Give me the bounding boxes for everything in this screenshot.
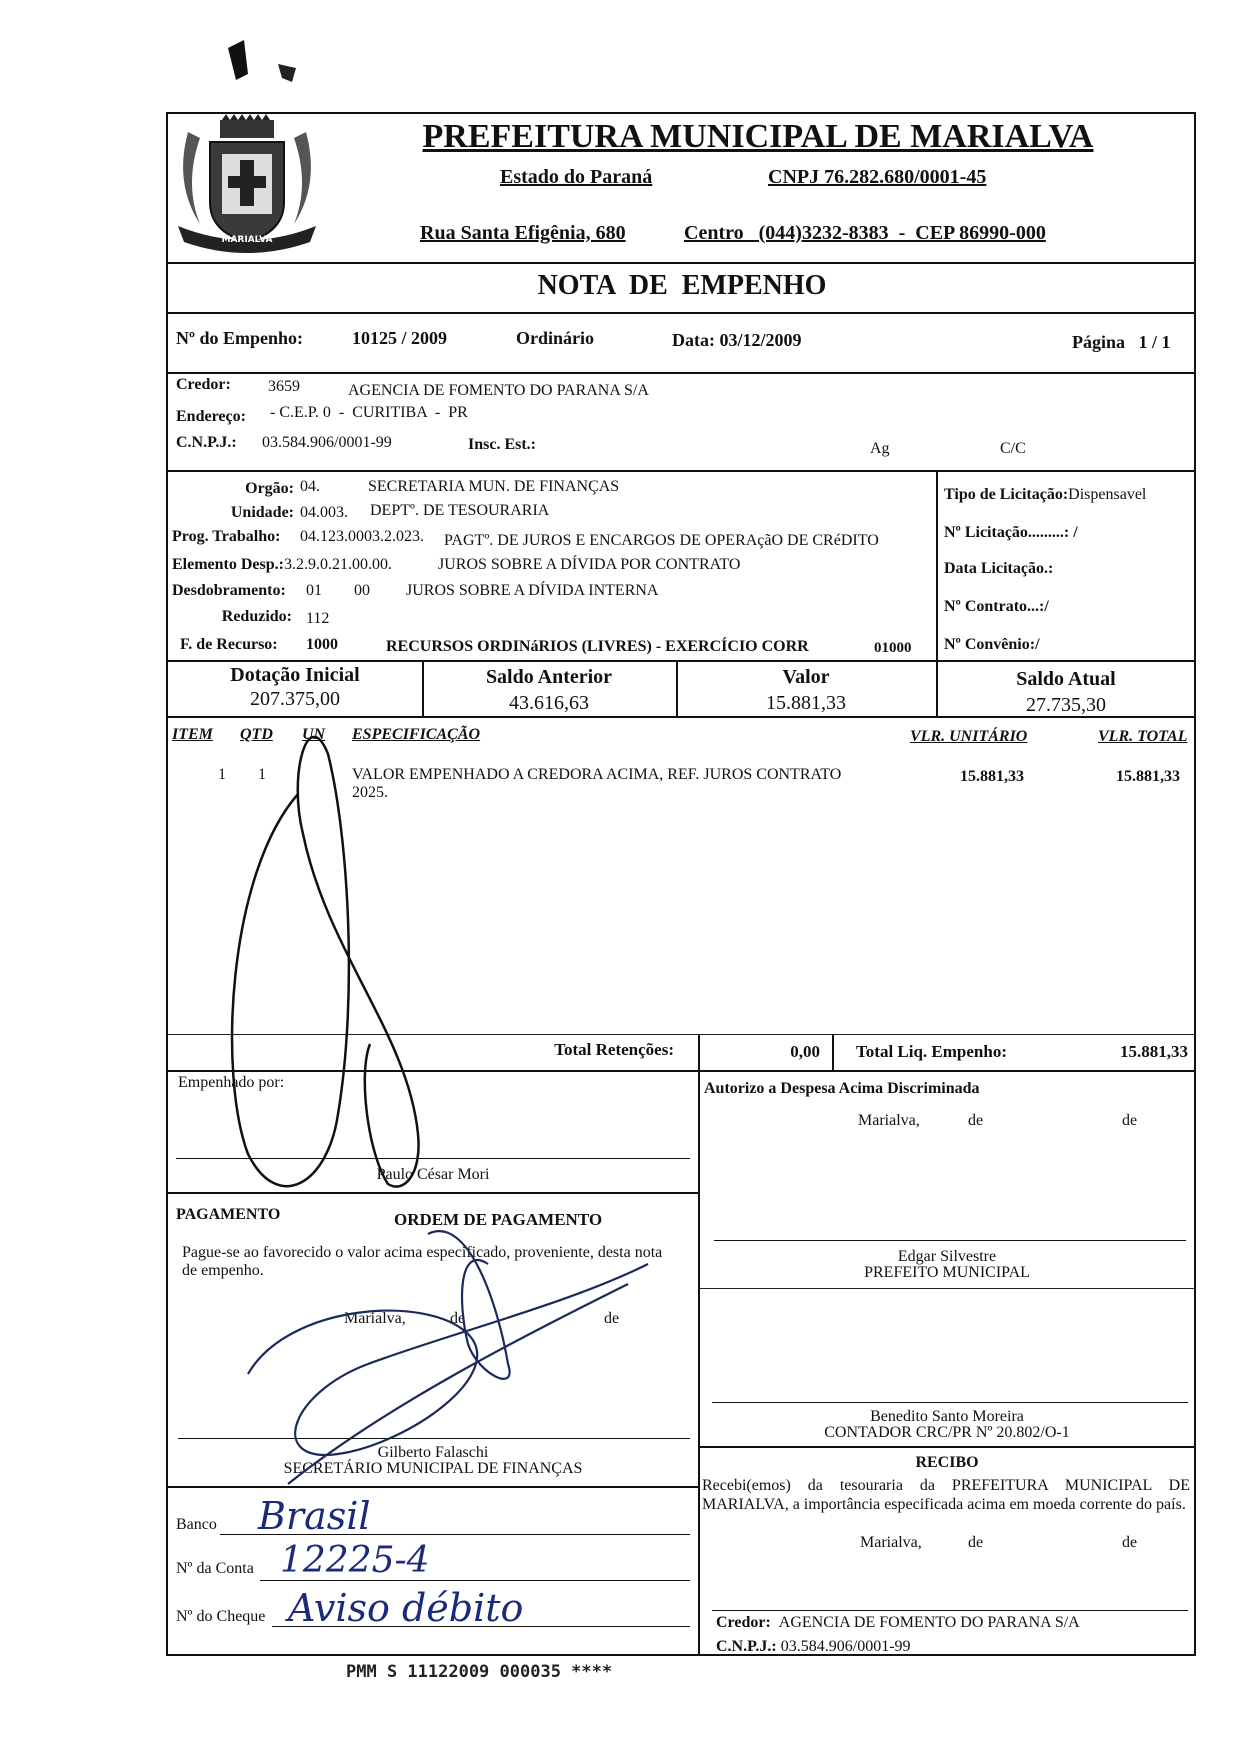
- footer-stamp: PMM S 11122009 000035 ****: [346, 1662, 613, 1682]
- secretario-role: SECRETÁRIO MUNICIPAL DE FINANÇAS: [283, 1460, 583, 1477]
- saldo-anterior-value: 43.616,63: [509, 692, 589, 714]
- saldo-atual-label: Saldo Atual: [1016, 668, 1116, 690]
- header-cnpj: CNPJ 76.282.680/0001-45: [768, 166, 987, 188]
- valor-label: Valor: [782, 666, 830, 688]
- banco-label: Banco: [176, 1516, 217, 1533]
- unidade-code: 04.003.: [300, 504, 348, 521]
- row-desc: VALOR EMPENHADO A CREDORA ACIMA, REF. JUROS CONTRATO: [352, 766, 842, 783]
- desdobramento-code2: 00: [354, 582, 370, 599]
- total-liq-empenho-value: 15.881,33: [1120, 1042, 1188, 1061]
- header-title: PREFEITURA MUNICIPAL DE MARIALVA: [422, 118, 1094, 155]
- cc-label: C/C: [1000, 440, 1026, 457]
- header-address: Centro (044)3232-8383 - CEP 86990-000: [684, 222, 1046, 244]
- row-vlr-unitario: 15.881,33: [960, 768, 1024, 785]
- pagamento-city: Marialva,: [344, 1310, 406, 1327]
- saldo-atual-value: 27.735,30: [1026, 694, 1106, 716]
- pagamento-label: PAGAMENTO: [176, 1206, 281, 1223]
- signature-falaschi: [228, 1224, 658, 1504]
- dotacao-inicial-value: 207.375,00: [250, 688, 340, 710]
- numero-convenio: Nº Convênio:/: [944, 636, 1040, 653]
- pagamento-de2: de: [604, 1310, 620, 1327]
- elemento-desp-name: JUROS SOBRE A DÍVIDA POR CONTRATO: [438, 556, 741, 573]
- recibo-cnpj: C.N.P.J.: 03.584.906/0001-99: [716, 1638, 911, 1655]
- pagamento-de1: de: [450, 1310, 466, 1327]
- cnpj-value: 03.584.906/0001-99: [262, 434, 392, 451]
- credor-label: Credor:: [176, 376, 231, 393]
- row-item: 1: [218, 766, 226, 783]
- prog-trabalho-name: PAGTº. DE JUROS E ENCARGOS DE OPERAçãO DE CRéDITO: [444, 532, 879, 549]
- empenhado-por-label: Empenhado por:: [178, 1074, 285, 1091]
- conta-label: Nº da Conta: [176, 1560, 254, 1577]
- tipo-licitacao: Tipo de Licitação:Dispensavel: [944, 486, 1147, 503]
- total-retencoes-value: 0,00: [790, 1042, 820, 1061]
- contador-name: Benedito Santo Moreira: [870, 1408, 1024, 1425]
- col-header-especificacao: ESPECIFICAÇÃO: [352, 726, 481, 743]
- coat-of-arms-icon: [170, 114, 320, 264]
- scan-mark: [222, 28, 322, 98]
- credor-code: 3659: [268, 378, 300, 395]
- recibo-de1: de: [968, 1534, 984, 1551]
- reduzido-value: 112: [306, 610, 330, 627]
- credor-name: AGENCIA DE FOMENTO DO PARANA S/A: [348, 382, 649, 399]
- autorizo-de1: de: [968, 1112, 984, 1129]
- ag-label: Ag: [870, 440, 890, 457]
- autorizo-city: Marialva,: [858, 1112, 920, 1129]
- header-street: Rua Santa Efigênia, 680: [420, 222, 626, 244]
- ordem-pagamento-title: ORDEM DE PAGAMENTO: [394, 1210, 603, 1229]
- empenho-number: 10125 / 2009: [352, 328, 448, 348]
- fonte-recurso-sub: 01000: [874, 640, 912, 656]
- empenho-date: Data: 03/12/2009: [672, 330, 802, 350]
- prog-trabalho-code: 04.123.0003.2.023.: [300, 528, 424, 545]
- endereco-value: - C.E.P. 0 - CURITIBA - PR: [270, 404, 468, 421]
- autorizo-title: Autorizo a Despesa Acima Discriminada: [704, 1080, 980, 1097]
- saldo-anterior-label: Saldo Anterior: [485, 666, 613, 688]
- empenhado-por-signer: Paulo César Mori: [376, 1166, 490, 1183]
- col-header-vlr-total: VLR. TOTAL: [1098, 728, 1188, 745]
- col-header-qtd: QTD: [240, 726, 273, 743]
- autorizo-de2: de: [1122, 1112, 1138, 1129]
- desdobramento-name: JUROS SOBRE A DÍVIDA INTERNA: [406, 582, 659, 599]
- total-liq-empenho-label: Total Liq. Empenho:: [856, 1042, 1007, 1061]
- recibo-text: Recebi(emos) da tesouraria da PREFEITURA MUNICIPAL DE MARIALVA, a importância especificada acima em moeda corrente do país.: [702, 1477, 1190, 1513]
- row-qtd: 1: [258, 766, 266, 783]
- row-desc-cont: 2025.: [352, 784, 388, 801]
- header-state: Estado do Paraná: [500, 166, 653, 188]
- col-header-vlr-unitario: VLR. UNITÁRIO: [910, 728, 1028, 745]
- fonte-recurso-code: 1000: [306, 636, 338, 653]
- fonte-recurso-name: RECURSOS ORDINáRIOS (LIVRES) - EXERCÍCIO CORR: [386, 638, 809, 655]
- row-vlr-total: 15.881,33: [1116, 768, 1180, 785]
- desdobramento-label: Desdobramento:: [172, 582, 286, 599]
- numero-contrato: Nº Contrato...:/: [944, 598, 1049, 615]
- reduzido-label: Reduzido:: [221, 608, 292, 625]
- conta-handwritten: 12225-4: [280, 1540, 430, 1581]
- prefeito-role: PREFEITO MUNICIPAL: [864, 1264, 1030, 1281]
- prefeito-name: Edgar Silvestre: [897, 1248, 997, 1265]
- doc-title: NOTA DE EMPENHO: [537, 270, 827, 301]
- elemento-desp-code: 3.2.9.0.21.00.00.: [284, 556, 392, 573]
- dotacao-inicial-label: Dotação Inicial: [230, 664, 360, 686]
- pagamento-text: Pague-se ao favorecido o valor acima especificado, proveniente, desta nota de empenho.: [182, 1244, 663, 1279]
- orgao-label: Orgão:: [245, 480, 294, 497]
- total-retencoes-label: Total Retenções:: [554, 1040, 674, 1059]
- page-number: Página 1 / 1: [1072, 332, 1171, 352]
- prog-trabalho-label: Prog. Trabalho:: [172, 528, 281, 545]
- recibo-de2: de: [1122, 1534, 1138, 1551]
- desdobramento-code1: 01: [306, 582, 322, 599]
- empenho-number-label: Nº do Empenho:: [176, 328, 303, 348]
- banco-handwritten: Brasil: [258, 1494, 371, 1538]
- orgao-code: 04.: [300, 478, 320, 495]
- numero-licitacao: Nº Licitação.........: /: [944, 524, 1078, 541]
- recibo-title: RECIBO: [915, 1454, 979, 1471]
- recibo-credor: Credor: AGENCIA DE FOMENTO DO PARANA S/A: [716, 1614, 1080, 1631]
- data-licitacao: Data Licitação.:: [944, 560, 1054, 577]
- svg-text:MARIALVA: MARIALVA: [221, 235, 273, 245]
- insc-est-label: Insc. Est.:: [468, 436, 537, 453]
- fonte-recurso-label: F. de Recurso:: [180, 636, 278, 653]
- col-header-un: UN: [302, 726, 326, 743]
- recibo-city: Marialva,: [860, 1534, 922, 1551]
- unidade-name: DEPTº. DE TESOURARIA: [370, 502, 550, 519]
- elemento-desp-label: Elemento Desp.:: [172, 556, 284, 573]
- orgao-name: SECRETARIA MUN. DE FINANÇAS: [368, 478, 620, 495]
- cheque-handwritten: Aviso débito: [288, 1586, 524, 1630]
- unidade-label: Unidade:: [230, 504, 294, 521]
- endereco-label: Endereço:: [176, 408, 246, 425]
- empenho-kind: Ordinário: [516, 328, 595, 348]
- contador-role: CONTADOR CRC/PR Nº 20.802/O-1: [824, 1424, 1070, 1441]
- col-header-item: ITEM: [172, 726, 213, 743]
- signature-mori: [208, 714, 488, 1214]
- valor-value: 15.881,33: [766, 692, 846, 714]
- nota-de-empenho-form: [166, 112, 1196, 1656]
- cheque-label: Nº do Cheque: [176, 1608, 266, 1625]
- cnpj-label: C.N.P.J.:: [176, 434, 237, 451]
- secretario-name: Gilberto Falaschi: [377, 1444, 489, 1461]
